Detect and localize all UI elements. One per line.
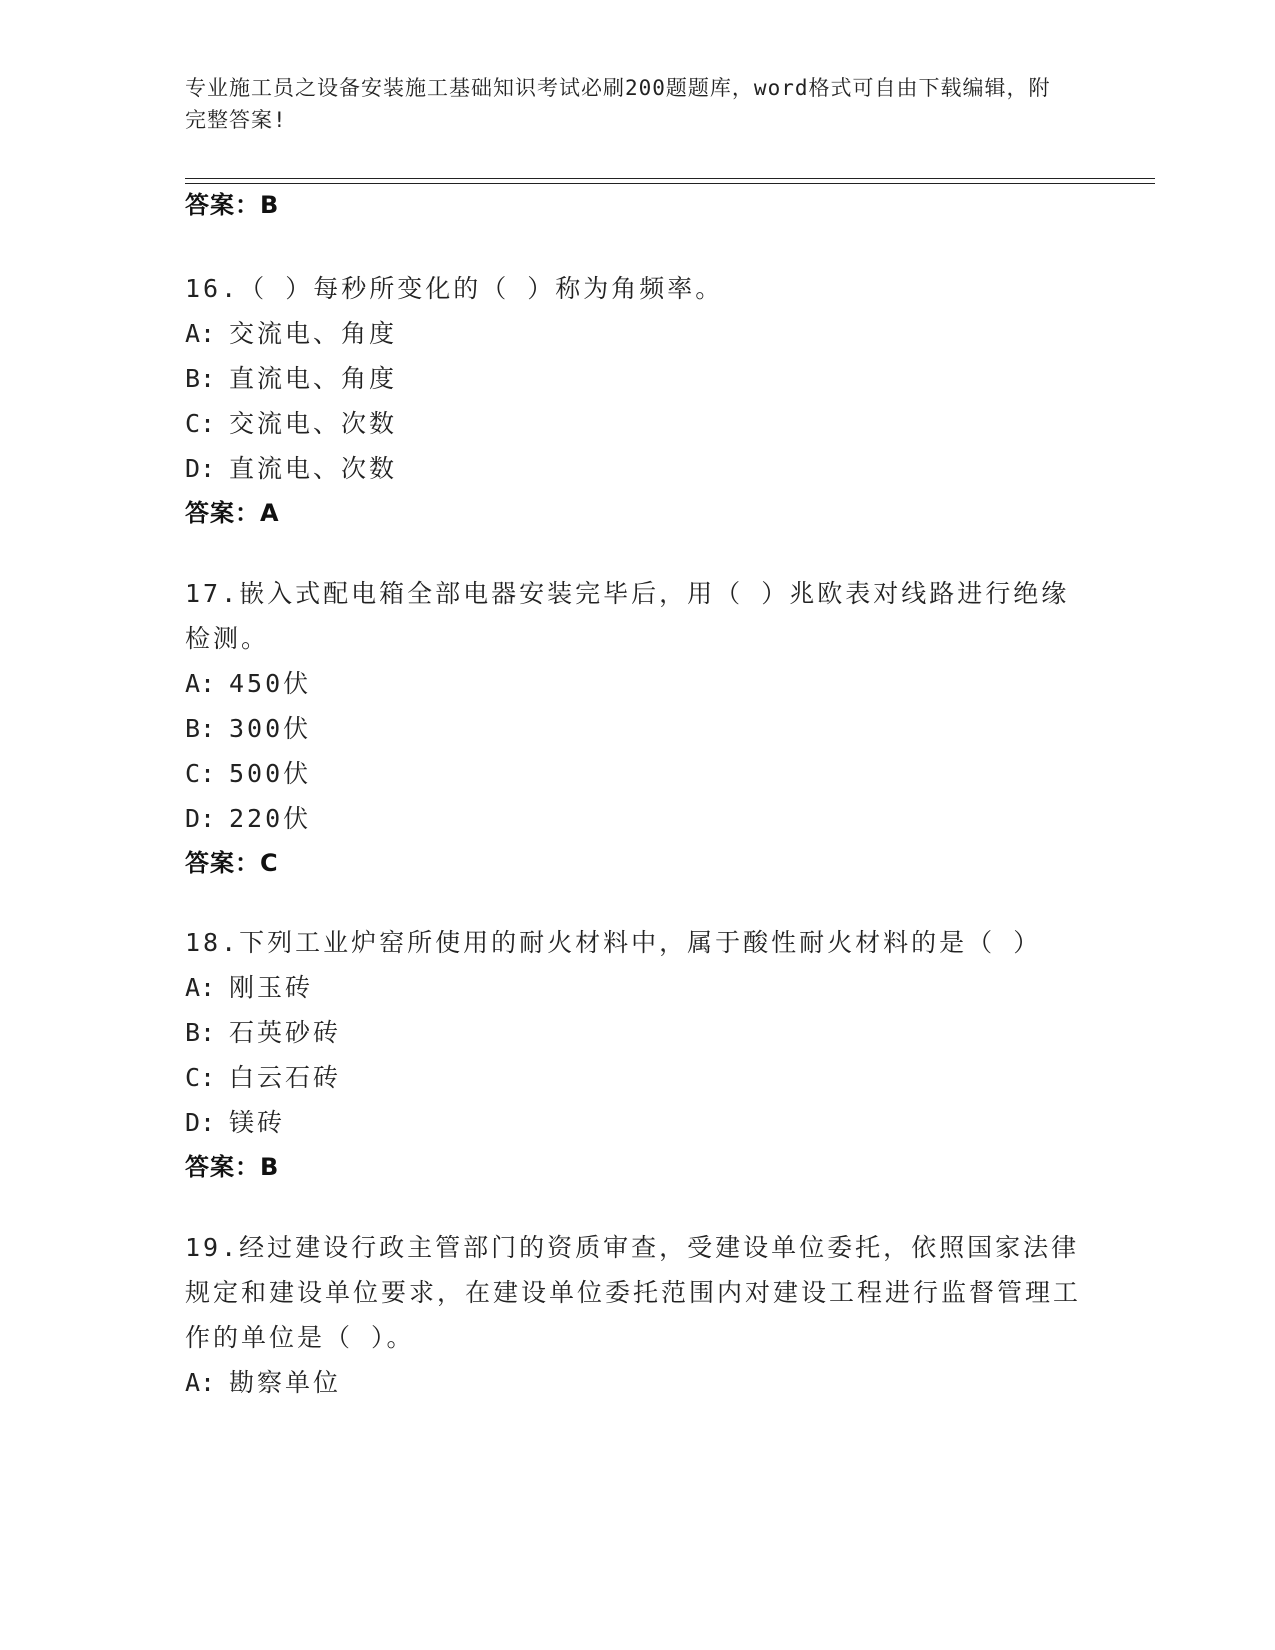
option-letter: C: bbox=[185, 409, 216, 438]
option-letter: B: bbox=[185, 714, 216, 743]
answer-line: 答案：B bbox=[185, 1153, 280, 1181]
option-text: 交流电、角度 bbox=[229, 319, 398, 348]
option-text: 300伏 bbox=[229, 714, 312, 743]
option-b bbox=[185, 706, 1085, 751]
question-19 bbox=[185, 1225, 1085, 1405]
option-d bbox=[185, 796, 1085, 841]
option-letter: C: bbox=[185, 759, 216, 788]
question-text: 17.嵌入式配电箱全部电器安装完毕后，用（ ）兆欧表对线路进行绝缘检测。 bbox=[185, 579, 1070, 653]
option-text: 石英砂砖 bbox=[229, 1018, 342, 1047]
option-letter: D: bbox=[185, 804, 216, 833]
option-c bbox=[185, 751, 1085, 796]
answer-line: 答案：B bbox=[185, 191, 280, 219]
question-text: 19.经过建设行政主管部门的资质审查，受建设单位委托，依照国家法律规定和建设单位要求，在建设单位委托范围内对建设工程进行监督管理工作的单位是（ ）。 bbox=[185, 1233, 1082, 1352]
question-text: 16.（ ）每秒所变化的（ ）称为角频率。 bbox=[185, 274, 724, 303]
option-letter: D: bbox=[185, 1108, 216, 1137]
option-text: 刚玉砖 bbox=[229, 973, 314, 1002]
option-letter: D: bbox=[185, 454, 216, 483]
option-letter: C: bbox=[185, 1063, 216, 1092]
option-b bbox=[185, 1010, 1085, 1055]
option-d bbox=[185, 1100, 1085, 1145]
option-text: 220伏 bbox=[229, 804, 312, 833]
option-text: 勘察单位 bbox=[229, 1368, 342, 1397]
option-letter: B: bbox=[185, 364, 216, 393]
option-letter: A: bbox=[185, 669, 216, 698]
option-text: 白云石砖 bbox=[229, 1063, 342, 1092]
option-text: 直流电、次数 bbox=[229, 454, 398, 483]
option-b bbox=[185, 356, 1085, 401]
option-a bbox=[185, 661, 1085, 706]
option-a bbox=[185, 965, 1085, 1010]
option-text: 450伏 bbox=[229, 669, 312, 698]
answer-line: 答案：A bbox=[185, 499, 280, 527]
answer-line: 答案：C bbox=[185, 849, 279, 877]
question-16 bbox=[185, 266, 1085, 536]
option-text: 500伏 bbox=[229, 759, 312, 788]
option-a bbox=[185, 1360, 1085, 1405]
document-header-title: 专业施工员之设备安装施工基础知识考试必刷200题题库，word格式可自由下载编辑，附完整答案! bbox=[185, 76, 1051, 132]
option-letter: B: bbox=[185, 1018, 216, 1047]
question-18 bbox=[185, 920, 1085, 1190]
option-a bbox=[185, 311, 1085, 356]
option-text: 直流电、角度 bbox=[229, 364, 398, 393]
option-text: 镁砖 bbox=[229, 1108, 286, 1137]
option-letter: A: bbox=[185, 319, 216, 348]
option-d bbox=[185, 446, 1085, 491]
option-letter: A: bbox=[185, 1368, 216, 1397]
option-c bbox=[185, 1055, 1085, 1100]
option-text: 交流电、次数 bbox=[229, 409, 398, 438]
question-17 bbox=[185, 571, 1085, 886]
question-text: 18.下列工业炉窑所使用的耐火材料中，属于酸性耐火材料的是（ ） bbox=[185, 928, 1042, 957]
option-letter: A: bbox=[185, 973, 216, 1002]
header-divider-top bbox=[185, 178, 1155, 179]
option-c bbox=[185, 401, 1085, 446]
